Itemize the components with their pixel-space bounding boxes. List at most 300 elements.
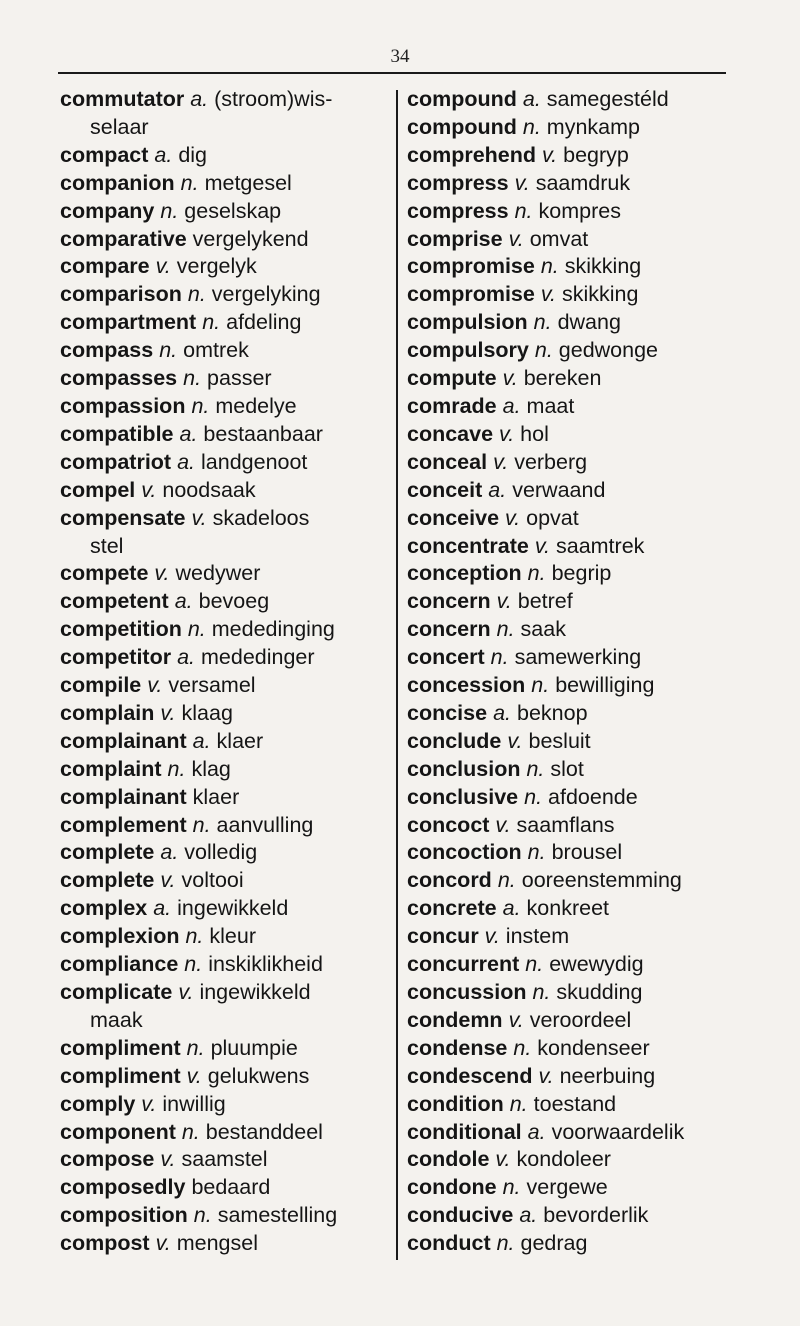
dictionary-entry — [407, 728, 737, 756]
headword: compassion — [60, 393, 186, 418]
headword: compound — [407, 87, 517, 111]
dictionary-entry — [407, 114, 737, 142]
part-of-speech: v. — [505, 505, 521, 530]
translation: ooreenstemming — [521, 868, 682, 893]
part-of-speech: n. — [532, 980, 551, 1004]
part-of-speech: a. — [153, 896, 172, 921]
dictionary-entry — [407, 812, 737, 840]
dictionary-entry — [60, 393, 390, 421]
dictionary-entry — [60, 700, 390, 728]
headword: compulsion — [407, 310, 528, 335]
entry-continuation: stel — [90, 533, 124, 558]
dictionary-entry — [407, 1202, 737, 1230]
translation: ingewikkeld — [199, 980, 311, 1004]
part-of-speech: n. — [160, 198, 179, 223]
headword: concurrent — [407, 952, 520, 977]
translation: bedaard — [191, 1175, 271, 1200]
headword: condition — [407, 1091, 504, 1116]
headword: compatible — [60, 421, 174, 446]
headword: compromise — [407, 282, 535, 307]
headword: composedly — [60, 1175, 186, 1200]
dictionary-entry — [60, 1091, 390, 1119]
dictionary-entry — [407, 421, 737, 449]
headword: compost — [60, 1231, 150, 1256]
part-of-speech: v. — [178, 980, 194, 1004]
headword: comply — [60, 1091, 136, 1116]
headword: complainant — [60, 784, 187, 809]
headword: condescend — [407, 1063, 533, 1088]
dictionary-entry — [60, 253, 390, 281]
dictionary-entry — [407, 533, 737, 561]
translation: dig — [178, 142, 208, 167]
headword: conclude — [407, 728, 502, 753]
translation: saamstel — [181, 1147, 268, 1172]
part-of-speech: a. — [502, 393, 521, 418]
part-of-speech: a. — [192, 728, 211, 753]
headword: compress — [407, 198, 509, 223]
dictionary-entry — [60, 672, 390, 700]
part-of-speech: a. — [179, 421, 198, 446]
translation: vergewe — [526, 1175, 608, 1200]
dictionary-entry — [407, 86, 737, 114]
part-of-speech: v. — [160, 1147, 176, 1172]
headword: complete — [60, 868, 155, 893]
translation: besluit — [528, 728, 591, 753]
headword: compliment — [60, 1063, 181, 1088]
translation: toestand — [533, 1091, 617, 1116]
dictionary-entry — [407, 253, 737, 281]
translation: samewerking — [514, 645, 642, 670]
dictionary-entry — [60, 309, 390, 337]
part-of-speech: a. — [527, 1119, 546, 1144]
headword: compare — [60, 254, 150, 279]
translation: bewilliging — [555, 673, 655, 698]
translation: bestaanbaar — [203, 421, 323, 446]
translation: veroordeel — [529, 1007, 632, 1032]
headword: compass — [60, 338, 154, 363]
translation: mengsel — [176, 1231, 258, 1256]
header-rule — [58, 72, 726, 74]
translation: dwang — [557, 310, 621, 335]
translation: verwaand — [512, 477, 606, 502]
translation: afdoende — [548, 784, 638, 809]
headword: comparison — [60, 282, 182, 307]
dictionary-entry — [60, 1063, 390, 1091]
dictionary-entry — [407, 784, 737, 812]
dictionary-entry — [407, 198, 737, 226]
dictionary-entry — [407, 839, 737, 867]
translation: noodsaak — [162, 477, 256, 502]
translation: konkreet — [526, 896, 609, 921]
headword: compile — [60, 673, 142, 698]
translation: skudding — [556, 980, 643, 1004]
dictionary-entry — [407, 337, 737, 365]
right-column — [407, 86, 737, 1258]
translation: bevoeg — [198, 589, 270, 614]
part-of-speech: n. — [509, 1091, 528, 1116]
left-column — [60, 86, 390, 1258]
part-of-speech: v. — [147, 673, 163, 698]
translation: saamdruk — [535, 170, 631, 195]
dictionary-entry — [407, 1007, 737, 1035]
translation: voltooi — [181, 868, 244, 893]
translation: kompres — [538, 198, 621, 223]
dictionary-entry — [407, 281, 737, 309]
headword: conceit — [407, 477, 483, 502]
translation: metgesel — [204, 170, 292, 195]
headword: comprehend — [407, 142, 537, 167]
part-of-speech: n. — [527, 840, 546, 865]
dictionary-entry — [60, 449, 390, 477]
headword: concur — [407, 924, 479, 949]
part-of-speech: v. — [141, 1091, 157, 1116]
dictionary-entry — [407, 1174, 737, 1202]
column-divider — [396, 90, 398, 1260]
translation: klaer — [216, 728, 264, 753]
headword: conduct — [407, 1231, 491, 1256]
part-of-speech: n. — [183, 366, 202, 391]
dictionary-entry — [60, 505, 390, 533]
translation: gedrag — [520, 1231, 588, 1256]
dictionary-entry — [60, 421, 390, 449]
headword: concussion — [407, 980, 527, 1004]
headword: compasses — [60, 366, 178, 391]
dictionary-entry — [60, 1174, 390, 1202]
headword: compliment — [60, 1035, 181, 1060]
part-of-speech: n. — [187, 617, 206, 642]
dictionary-entry — [60, 560, 390, 588]
dictionary-entry — [407, 1091, 737, 1119]
dictionary-entry — [60, 365, 390, 393]
part-of-speech: n. — [167, 756, 186, 781]
part-of-speech: n. — [191, 393, 210, 418]
dictionary-entry — [407, 700, 737, 728]
dictionary-entry — [60, 616, 390, 644]
translation: geselskap — [184, 198, 282, 223]
part-of-speech: n. — [496, 1231, 515, 1256]
translation: begryp — [563, 142, 629, 167]
part-of-speech: v. — [160, 868, 176, 893]
headword: concern — [407, 589, 491, 614]
part-of-speech: a. — [519, 1203, 538, 1228]
dictionary-entry — [60, 477, 390, 505]
part-of-speech: v. — [495, 1147, 511, 1172]
headword: compute — [407, 366, 497, 391]
part-of-speech: n. — [540, 254, 559, 279]
part-of-speech: n. — [180, 170, 199, 195]
dictionary-entry — [60, 1202, 390, 1230]
dictionary-entry — [407, 588, 737, 616]
part-of-speech: v. — [155, 1231, 171, 1256]
translation: hol — [520, 421, 549, 446]
dictionary-entry — [60, 839, 390, 867]
part-of-speech: n. — [193, 1203, 212, 1228]
part-of-speech: n. — [490, 645, 509, 670]
headword: conclusive — [407, 784, 519, 809]
translation: kleur — [209, 924, 256, 949]
headword: competition — [60, 617, 182, 642]
part-of-speech: n. — [526, 756, 545, 781]
part-of-speech: a. — [493, 700, 511, 725]
dictionary-entry — [60, 170, 390, 198]
translation: skadeloos — [212, 505, 310, 530]
part-of-speech: a. — [174, 589, 193, 614]
part-of-speech: v. — [508, 226, 524, 251]
translation: inwillig — [162, 1091, 226, 1116]
part-of-speech: v. — [540, 282, 556, 307]
part-of-speech: v. — [502, 366, 518, 391]
headword: condole — [407, 1147, 490, 1172]
translation: slot — [550, 756, 584, 781]
part-of-speech: n. — [502, 1175, 521, 1200]
translation: skikking — [564, 254, 642, 279]
part-of-speech: a. — [190, 87, 209, 111]
translation: klag — [191, 756, 231, 781]
headword: company — [60, 198, 155, 223]
headword: commutator — [60, 87, 185, 111]
translation: verberg — [514, 449, 588, 474]
translation: vergelyking — [211, 282, 321, 307]
headword: component — [60, 1119, 176, 1144]
translation: skikking — [561, 282, 639, 307]
part-of-speech: a. — [177, 645, 196, 670]
headword: compact — [60, 142, 149, 167]
part-of-speech: v. — [538, 1063, 554, 1088]
translation: volledig — [184, 840, 258, 865]
translation: ewewydig — [549, 952, 644, 977]
dictionary-entry — [60, 923, 390, 951]
headword: concoction — [407, 840, 522, 865]
headword: compartment — [60, 310, 197, 335]
headword: complete — [60, 840, 155, 865]
part-of-speech: n. — [527, 561, 546, 586]
translation: opvat — [526, 505, 579, 530]
headword: conceive — [407, 505, 500, 530]
translation: inskiklikheid — [208, 952, 323, 977]
part-of-speech: v. — [496, 589, 512, 614]
dictionary-entry — [60, 1230, 390, 1258]
dictionary-entry — [60, 1035, 390, 1063]
headword: complainant — [60, 728, 187, 753]
translation: begrip — [551, 561, 612, 586]
headword: compatriot — [60, 449, 172, 474]
translation: mynkamp — [546, 114, 640, 139]
headword: compulsory — [407, 338, 529, 363]
headword: compel — [60, 477, 136, 502]
translation: instem — [505, 924, 570, 949]
headword: compromise — [407, 254, 535, 279]
headword: compete — [60, 561, 149, 586]
headword: complexion — [60, 924, 180, 949]
part-of-speech: n. — [531, 673, 550, 698]
page-number: 34 — [390, 46, 410, 67]
part-of-speech: n. — [534, 338, 553, 363]
headword: compliance — [60, 952, 179, 977]
translation: versamel — [168, 673, 256, 698]
dictionary-entry — [60, 756, 390, 784]
part-of-speech: n. — [192, 812, 211, 837]
headword: composition — [60, 1203, 188, 1228]
translation: voorwaardelik — [551, 1119, 685, 1144]
translation: gedwonge — [558, 338, 659, 363]
headword: complex — [60, 896, 148, 921]
dictionary-entry — [60, 1146, 390, 1174]
part-of-speech: n. — [525, 952, 544, 977]
translation: bevorderlik — [543, 1203, 649, 1228]
dictionary-entry — [407, 309, 737, 337]
part-of-speech: n. — [497, 868, 516, 893]
translation: mededinging — [211, 617, 335, 642]
part-of-speech: v. — [507, 728, 523, 753]
part-of-speech: v. — [493, 449, 509, 474]
translation: aanvulling — [216, 812, 314, 837]
headword: comprise — [407, 226, 503, 251]
part-of-speech: v. — [191, 505, 207, 530]
translation: passer — [207, 366, 272, 391]
headword: compensate — [60, 505, 186, 530]
dictionary-entry — [407, 170, 737, 198]
translation: omtrek — [183, 338, 249, 363]
part-of-speech: n. — [184, 952, 203, 977]
translation: medelye — [215, 393, 297, 418]
headword: conclusion — [407, 756, 521, 781]
translation: vergelyk — [176, 254, 257, 279]
translation: afdeling — [226, 310, 302, 335]
translation: samegestéld — [546, 87, 669, 111]
part-of-speech: v. — [484, 924, 500, 949]
part-of-speech: v. — [154, 561, 170, 586]
translation: pluumpie — [210, 1035, 298, 1060]
headword: concord — [407, 868, 492, 893]
dictionary-entry — [407, 951, 737, 979]
translation: saamflans — [516, 812, 615, 837]
headword: concave — [407, 421, 494, 446]
dictionary-entry — [407, 142, 737, 170]
dictionary-entry — [60, 1119, 390, 1147]
translation: wedywer — [175, 561, 261, 586]
part-of-speech: n. — [522, 114, 541, 139]
dictionary-entry — [60, 728, 390, 756]
headword: concession — [407, 673, 526, 698]
headword: condemn — [407, 1007, 503, 1032]
dictionary-entry — [407, 923, 737, 951]
part-of-speech: v. — [514, 170, 530, 195]
headword: conducive — [407, 1203, 514, 1228]
headword: concise — [407, 700, 488, 725]
part-of-speech: n. — [496, 617, 515, 642]
dictionary-entry — [60, 784, 390, 812]
part-of-speech: n. — [202, 310, 221, 335]
translation: beknop — [516, 700, 588, 725]
translation: vergelykend — [192, 226, 309, 251]
headword: compound — [407, 114, 517, 139]
headword: concoct — [407, 812, 490, 837]
translation: betref — [517, 589, 573, 614]
translation: mededinger — [201, 645, 315, 670]
dictionary-entry — [60, 867, 390, 895]
translation: klaag — [181, 700, 233, 725]
translation: (stroom)wis- — [214, 87, 333, 111]
translation: ingewikkeld — [177, 896, 289, 921]
translation: maat — [526, 393, 575, 418]
part-of-speech: a. — [160, 840, 179, 865]
headword: compress — [407, 170, 509, 195]
headword: concentrate — [407, 533, 529, 558]
translation: saamtrek — [555, 533, 645, 558]
part-of-speech: n. — [159, 338, 178, 363]
part-of-speech: v. — [186, 1063, 202, 1088]
part-of-speech: a. — [502, 896, 521, 921]
dictionary-entry — [60, 644, 390, 672]
translation: bereken — [523, 366, 602, 391]
translation: kondoleer — [516, 1147, 611, 1172]
dictionary-entry — [60, 86, 390, 114]
part-of-speech: n. — [181, 1119, 200, 1144]
dictionary-entry — [407, 644, 737, 672]
headword: complement — [60, 812, 187, 837]
part-of-speech: v. — [155, 254, 171, 279]
part-of-speech: a. — [177, 449, 196, 474]
part-of-speech: a. — [488, 477, 507, 502]
dictionary-entry — [407, 1230, 737, 1258]
translation: samestelling — [217, 1203, 338, 1228]
translation: gelukwens — [207, 1063, 310, 1088]
headword: complicate — [60, 980, 173, 1004]
entry-continuation: selaar — [90, 114, 149, 139]
headword: conception — [407, 561, 522, 586]
part-of-speech: a. — [522, 87, 541, 111]
headword: concrete — [407, 896, 497, 921]
translation: landgenoot — [201, 449, 308, 474]
dictionary-entry — [60, 979, 390, 1007]
headword: comrade — [407, 393, 497, 418]
headword: conceal — [407, 449, 488, 474]
part-of-speech: v. — [160, 700, 176, 725]
dictionary-entry — [407, 226, 737, 254]
dictionary-entry — [60, 588, 390, 616]
headword: condone — [407, 1175, 497, 1200]
headword: condense — [407, 1035, 508, 1060]
translation: neerbuing — [559, 1063, 656, 1088]
part-of-speech: v. — [141, 477, 157, 502]
dictionary-entry — [407, 477, 737, 505]
dictionary-entry — [407, 1119, 737, 1147]
dictionary-entry — [60, 226, 390, 254]
dictionary-entry — [60, 812, 390, 840]
part-of-speech: v. — [534, 533, 550, 558]
headword: concert — [407, 645, 485, 670]
dictionary-entry — [407, 756, 737, 784]
headword: concern — [407, 617, 491, 642]
dictionary-entry — [407, 672, 737, 700]
dictionary-entry — [407, 449, 737, 477]
dictionary-entry — [407, 1063, 737, 1091]
headword: companion — [60, 170, 175, 195]
part-of-speech: n. — [513, 1035, 532, 1060]
translation: kondenseer — [537, 1035, 650, 1060]
dictionary-entry — [407, 505, 737, 533]
headword: compose — [60, 1147, 155, 1172]
dictionary-entry — [407, 393, 737, 421]
translation: klaer — [192, 784, 240, 809]
entry-continuation: maak — [90, 1007, 143, 1032]
headword: complaint — [60, 756, 162, 781]
part-of-speech: n. — [186, 1035, 205, 1060]
headword: competitor — [60, 645, 172, 670]
part-of-speech: n. — [187, 282, 206, 307]
dictionary-entry — [60, 142, 390, 170]
translation: brousel — [551, 840, 623, 865]
